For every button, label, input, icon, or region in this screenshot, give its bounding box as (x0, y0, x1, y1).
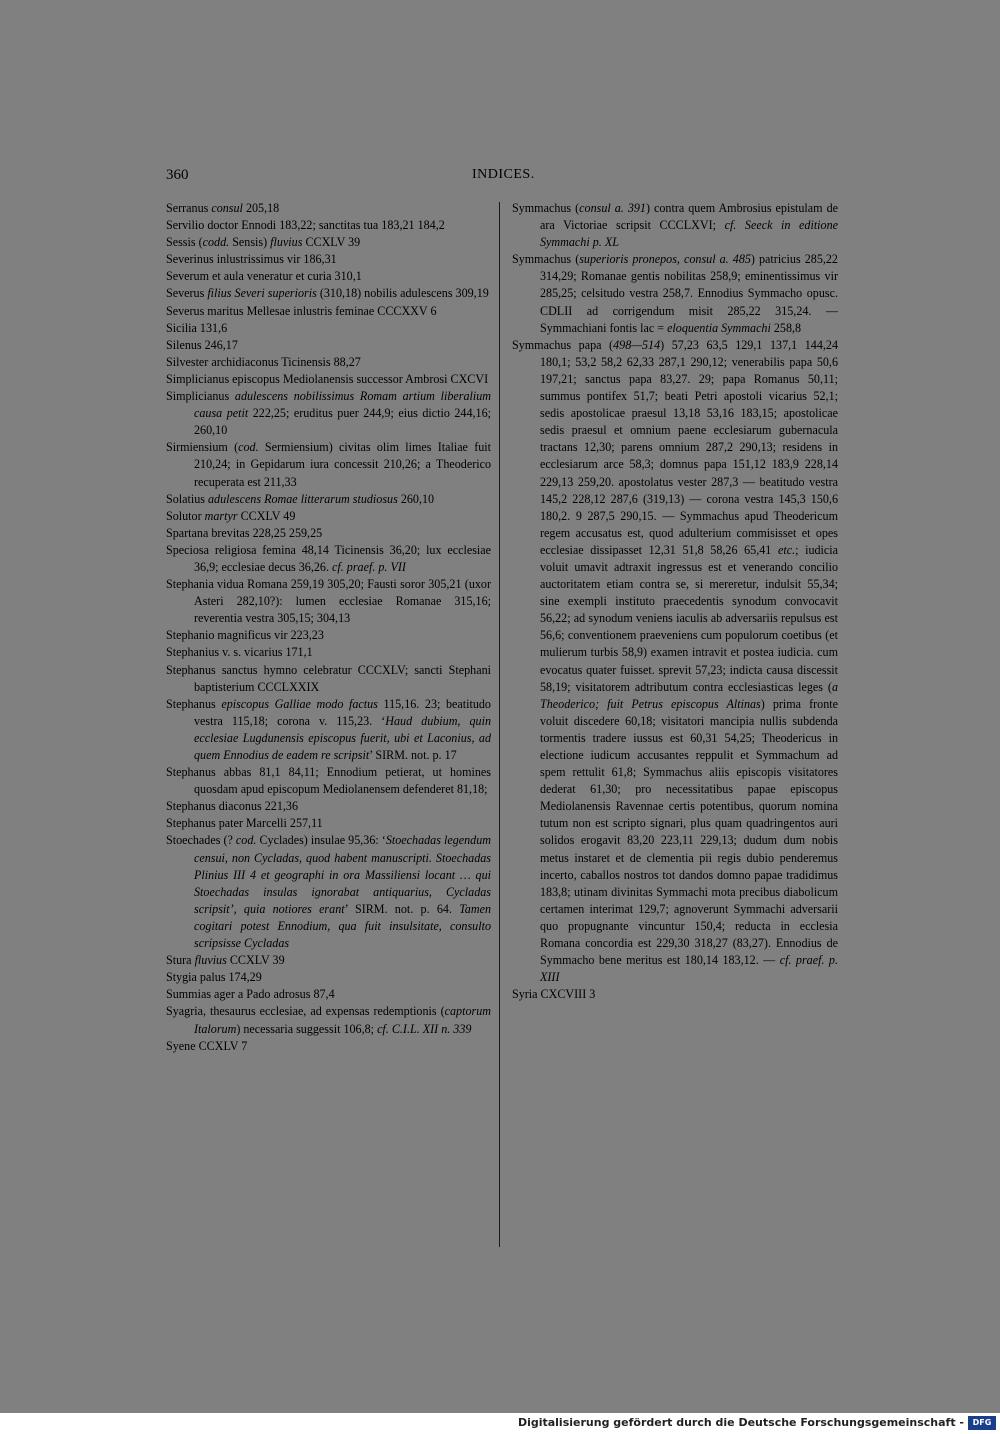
entry-text: (310,18) nobilis adulescens 309,19 (316, 286, 489, 301)
index-entry (166, 969, 491, 986)
left-column (166, 200, 491, 1055)
entry-text: Sicilia 131,6 (166, 320, 228, 335)
index-entry (166, 1038, 491, 1055)
index-entry (166, 200, 491, 217)
entry-text: Stura (166, 953, 195, 968)
entry-text: ’ SIRM. not. p. 64. (344, 901, 460, 916)
index-entry (512, 986, 838, 1003)
entry-italic-text: cod. (235, 833, 257, 848)
entry-text: Severum et aula veneratur et curia 310,1 (166, 269, 362, 284)
entry-italic-text: codd. (202, 235, 230, 250)
entry-italic-text: etc. (777, 542, 796, 557)
entry-text: Stygia palus 174,29 (166, 970, 262, 985)
entry-text: Stephanus sanctus hymno celebratur CCCXLV; sancti Stephani baptisterium CCCLXXIX (166, 662, 491, 694)
index-entry (166, 627, 491, 644)
entry-text: Stephanio magnificus vir 223,23 (166, 628, 324, 643)
entry-text: Sermiensium) civitas olim limes Italiae fuit 210,24; in Gepidarum iura concessit 210,26; a Theoderico recuperata est 211,33 (194, 440, 491, 489)
index-entry (166, 662, 491, 696)
entry-text: Stephanus abbas 81,1 84,11; Ennodium petierat, ut homines quosdam apud episcopum Mediolanensem defenderet 81,18; (166, 765, 491, 797)
entry-italic-text: superioris pronepos, consul a. 485 (579, 252, 751, 267)
entry-italic-text: fluvius (270, 235, 303, 250)
index-entry (166, 337, 491, 354)
index-entry (166, 644, 491, 661)
index-entry (166, 798, 491, 815)
index-entry (166, 832, 491, 952)
funding-credit: Digitalisierung gefördert durch die Deutsche Forschungsgemeinschaft - (517, 1416, 964, 1429)
index-entry (166, 576, 491, 627)
index-entry (166, 1003, 491, 1037)
entry-text: Simplicianus episcopus Mediolanensis successor Ambrosi CXCVI (166, 371, 489, 386)
entry-text: Serranus (166, 201, 212, 215)
index-entry (166, 764, 491, 798)
dfg-logo-icon: DFG (968, 1416, 996, 1430)
entry-italic-text: cf. Seeck in editione Symmachi p. XL (540, 218, 839, 250)
entry-text: ) prima fronte voluit discedere 60,18; visitatori mancipia nullis subdenda tormentis tradere iussus est 60,31 54,25; Theodericus in electione iudicum accusantes reppulit et Symmachum ad spem rettulit 61,8; Symmachus aliis episcopis visitatores dederat 61,30; pro necessitatibus papae episcopus Mediolanensis Ravennae certis potentibus, quorum nomina tutum non est scripto signari, plus quam quadringentos auri solidos erogavit 83,20 223,11 229,13; dudum dum nobis metus instaret et de clementia pii regis dubio penderemus incerto, caballos nostros tot dandos domno papae tradidimus 183,8; utinam divinitas Symmachi mota precibus diabolicum certamen interimat 129,7; agnoverunt Symmachi adversarii quo propugnante vincuntur 150,4; reducta in ecclesia Romana concordia est 229,30 318,27 (83,27). Ennodius de Symmacho bene meritus est 180,14 183,12. — (540, 696, 838, 968)
entry-italic-text: fluvius (194, 953, 227, 968)
entry-text: Symmachus ( (512, 252, 580, 267)
index-entry (512, 251, 838, 336)
entry-italic-text: Tamen cogitari potest Ennodium, qua fuit insulsitate, consulto scripsisse Cycladas (194, 901, 491, 951)
running-title: INDICES. (472, 167, 535, 182)
index-entry (166, 952, 491, 969)
entry-text: Stephanus pater Marcelli 257,11 (166, 816, 323, 831)
entry-text: Stephanus (166, 696, 222, 711)
entry-text: Stephania vidua Romana 259,19 305,20; Fausti soror 305,21 (uxor Asteri 282,10?): lumen ecclesiae Romanae 315,16; reverentia vestra 305,15; 304,13 (166, 577, 491, 626)
column-divider (499, 202, 500, 1247)
entry-text: Sensis) (229, 235, 271, 250)
index-entry (166, 815, 491, 832)
entry-italic-text: cf. praef. p. XIII (540, 953, 838, 985)
index-entry (166, 696, 491, 764)
entry-text: Solatius (166, 491, 208, 506)
entry-text: Syene CCXLV 7 (166, 1038, 248, 1053)
entry-text: 115,16. 23; beatitudo vestra 115,18; corona v. 115,23. ‘ (194, 696, 491, 728)
index-entry (512, 200, 838, 251)
entry-italic-text: martyr (204, 508, 238, 523)
entry-italic-text: eloquentia Symmachi (667, 320, 771, 335)
index-entry (166, 371, 491, 388)
index-entry (166, 525, 491, 542)
entry-text: Summias ager a Pado adrosus 87,4 (166, 987, 335, 1002)
entry-italic-text: captorum Italorum (194, 1004, 491, 1036)
entry-text: Syagria, thesaurus ecclesiae, ad expensas redemptionis ( (166, 1004, 445, 1019)
entry-text: Severus maritus Mellesae inlustris feminae CCCXXV 6 (166, 303, 437, 318)
entry-text: Simplicianus (166, 389, 235, 404)
index-entry (166, 354, 491, 371)
entry-text: CCXLV 39 (226, 953, 285, 968)
entry-text: Cyclades) insulae 95,36: ‘ (256, 833, 386, 848)
index-entry (166, 234, 491, 251)
entry-italic-text: cf. praef. p. VII (332, 559, 406, 574)
entry-text: Sirmiensium ( (166, 440, 239, 455)
entry-text: ) 57,23 63,5 129,1 137,1 144,24 180,1; 53,2 58,2 62,33 287,1 290,12; venerabilis papa 50,6 197,21; sanctus papa 83,27. 29; papa Romanus 50,11; summus pontifex 51,7; beati Petri apostoli vicarius 52,1; sedis apostolicae praesul 13,18 53,16 183,15; apostolicae sedis praesul et omnium paene ecclesiarum gubernacula tractans 12,30; parens omnium 287,2 290,13; residens in ecclesiarum arce 58,3; domnus papa 151,12 183,9 228,14 229,13 259,20. apostolatus vester 287,3 — beatitudo vestra 145,2 228,12 287,6 (319,13) — corona vestra 145,3 150,6 180,2. 9 287,5 290,15. — Symmachus apud Theodericum regem accusatus est, quod adulterium commisisset et opes ecclesiae dissipasset 12,31 51,8 58,26 65,41 (540, 337, 838, 557)
entry-italic-text: Haud dubium, quin ecclesiae Lugdunensis episcopus fuerit, ubi et Laconius, ad quem Ennodius de eadem re scripsit (194, 713, 491, 762)
entry-text: Severus (166, 286, 208, 301)
entry-text: Silvester archidiaconus Ticinensis 88,27 (166, 354, 361, 369)
index-entry (166, 268, 491, 285)
entry-italic-text: cod. (238, 440, 259, 455)
entry-text: ; iudicia voluit umavit adtraxit ingressus est et venerando concilio auctoritatem etiam contra se, si mereretur, indulsit 55,34; sine exempli instituto praecedentis synodum convocavit 56,22; ad synodum veniens iaculis ab adversariis repulsus est 56,6; conventionem praeveniens cum populorum coetibus (et mulierum turbis 58,9) examen intravit et postea iudicia. cum evocatus quater fuisset. sprevit 57,23; indicta causa discessit 58,19; visitatorem adtributum contra ecclesiasticas leges ( (540, 542, 838, 694)
footer-bar (0, 1413, 1000, 1434)
index-entry (166, 303, 491, 320)
index-entry (166, 251, 491, 268)
index-entry (166, 217, 491, 234)
entry-text: Speciosa religiosa femina 48,14 Ticinensis 36,20; lux ecclesiae 36,9; ecclesiae decus 36,26. (166, 542, 491, 574)
entry-text: Solutor (166, 508, 205, 523)
entry-italic-text: 498—514 (613, 337, 661, 352)
entry-text: Syria CXCVIII 3 (512, 987, 596, 1002)
entry-text: 222,25; eruditus puer 244,9; eius dictio 244,16; 260,10 (194, 406, 491, 438)
entry-italic-text: Stoechadas legendum censui, non Cycladas, quod habent manuscripti. Stoechadas Plinius III 4 et geographi in ora Massiliensi locant … qui Stoechadas insulas ignorabat antiquarius, Cycladas scripsit’, quia notiores erant (194, 833, 491, 916)
entry-text: ) necessaria suggessit 106,8; (236, 1021, 378, 1036)
index-entry (166, 439, 491, 490)
entry-text: ) contra quem Ambrosius epistulam de ara Victoriae scripsit CCCLXVI; (540, 201, 838, 233)
entry-text: Servilio doctor Ennodi 183,22; sanctitas tua 183,21 184,2 (166, 218, 445, 233)
index-entry (512, 337, 838, 987)
entry-italic-text: consul a. 391 (579, 201, 646, 215)
entry-text: CCXLV 39 (302, 235, 361, 250)
page-number: 360 (166, 167, 189, 183)
entry-text: CCXLV 49 (237, 508, 296, 523)
entry-text: Sessis ( (166, 235, 203, 250)
entry-text: Stephanius v. s. vicarius 171,1 (166, 645, 313, 660)
index-entry (166, 285, 491, 302)
entry-italic-text: filius Severi superioris (207, 286, 317, 301)
entry-text: 258,8 (770, 320, 802, 335)
entry-text: Spartana brevitas 228,25 259,25 (166, 525, 323, 540)
entry-text: 205,18 (242, 201, 280, 215)
entry-text: ) patricius 285,22 314,29; Romanae gentis nobilitas 258,9; eminentissimus vir 285,25; celsitudo vestra 258,7. Ennodius Symmacho opusc. CDLII ad corrigendum misit 285,22 315,24. — Symmachiani fontis lac = (540, 252, 838, 335)
entry-text: Severinus inlustrissimus vir 186,31 (166, 252, 337, 267)
index-entry (166, 508, 491, 525)
index-entry (166, 320, 491, 337)
index-entry (166, 491, 491, 508)
entry-italic-text: episcopus Galliae modo factus (221, 696, 378, 711)
entry-italic-text: consul (211, 201, 243, 215)
entry-text: ’ SIRM. not. p. 17 (369, 748, 457, 762)
entry-text: Stoechades (? (166, 833, 236, 848)
index-entry (166, 388, 491, 439)
entry-text: Stephanus diaconus 221,36 (166, 799, 299, 814)
entry-italic-text: adulescens nobilissimus Romam artium liberalium causa petit (194, 389, 491, 421)
index-entry (166, 986, 491, 1003)
index-entry (166, 542, 491, 576)
entry-text: Symmachus ( (512, 201, 580, 215)
entry-text: Silenus 246,17 (166, 337, 238, 352)
entry-italic-text: adulescens Romae litterarum studiosus (208, 491, 398, 506)
entry-text: 260,10 (397, 491, 435, 506)
entry-italic-text: a Theoderico; fuit Petrus episcopus Altinas (540, 679, 838, 711)
entry-italic-text: cf. C.I.L. XII n. 339 (377, 1021, 472, 1036)
right-column (512, 200, 838, 1003)
entry-text: Symmachus papa ( (512, 337, 614, 352)
